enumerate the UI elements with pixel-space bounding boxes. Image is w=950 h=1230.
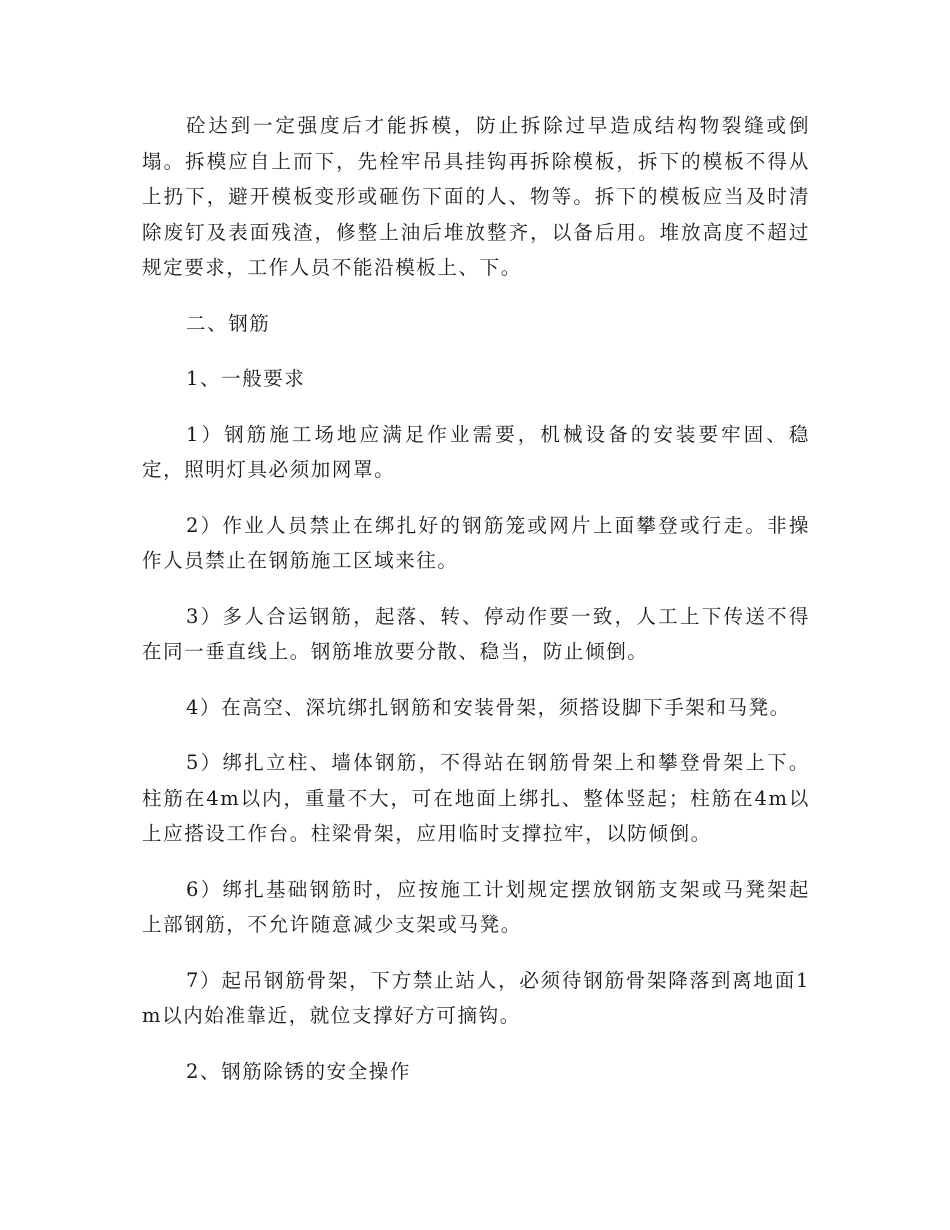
section-heading-rebar: 二、钢筋 bbox=[186, 311, 271, 335]
list-item-4: 4）在高空、深坑绑扎钢筋和安装骨架，须搭设脚下手架和马凳。 bbox=[186, 695, 791, 719]
list-item-5: 5）绑扎立柱、墙体钢筋，不得站在钢筋骨架上和攀登骨架上下。柱筋在4m以内，重量不大，可在地面上绑扎、整体竖起；柱筋在4m以上应搭设工作台。柱梁骨架，应用临时支撑拉牢，以防倾倒。 bbox=[142, 751, 810, 845]
list-item-7: 7）起吊钢筋骨架，下方禁止站人，必须待钢筋骨架降落到离地面1m以内始准靠近，就位支撑好方可摘钩。 bbox=[142, 968, 810, 1027]
document-body bbox=[142, 108, 810, 1109]
paragraph-formwork-removal: 砼达到一定强度后才能拆模，防止拆除过早造成结构物裂缝或倒塌。拆模应自上而下，先栓牢吊具挂钩再拆除模板，拆下的模板不得从上扔下，避开模板变形或砸伤下面的人、物等。拆下的模板应当及时清除废钉及表面残渣，修整上油后堆放整齐，以备后用。堆放高度不超过规定要求，工作人员不能沿模板上、下。 bbox=[142, 114, 810, 279]
subsection-heading-rust-removal: 2、钢筋除锈的安全操作 bbox=[186, 1059, 412, 1083]
list-item-6: 6）绑扎基础钢筋时，应按施工计划规定摆放钢筋支架或马凳架起上部钢筋，不允许随意减少支架或马凳。 bbox=[142, 877, 810, 936]
list-item-1: 1）钢筋施工场地应满足作业需要，机械设备的安装要牢固、稳定，照明灯具必须加网罩。 bbox=[142, 422, 810, 481]
list-item-2: 2）作业人员禁止在绑扎好的钢筋笼或网片上面攀登或行走。非操作人员禁止在钢筋施工区域来往。 bbox=[142, 513, 810, 572]
subsection-heading-general-requirements: 1、一般要求 bbox=[186, 367, 306, 390]
list-item-3: 3）多人合运钢筋，起落、转、停动作要一致，人工上下传送不得在同一垂直线上。钢筋堆放要分散、稳当，防止倾倒。 bbox=[142, 604, 810, 663]
